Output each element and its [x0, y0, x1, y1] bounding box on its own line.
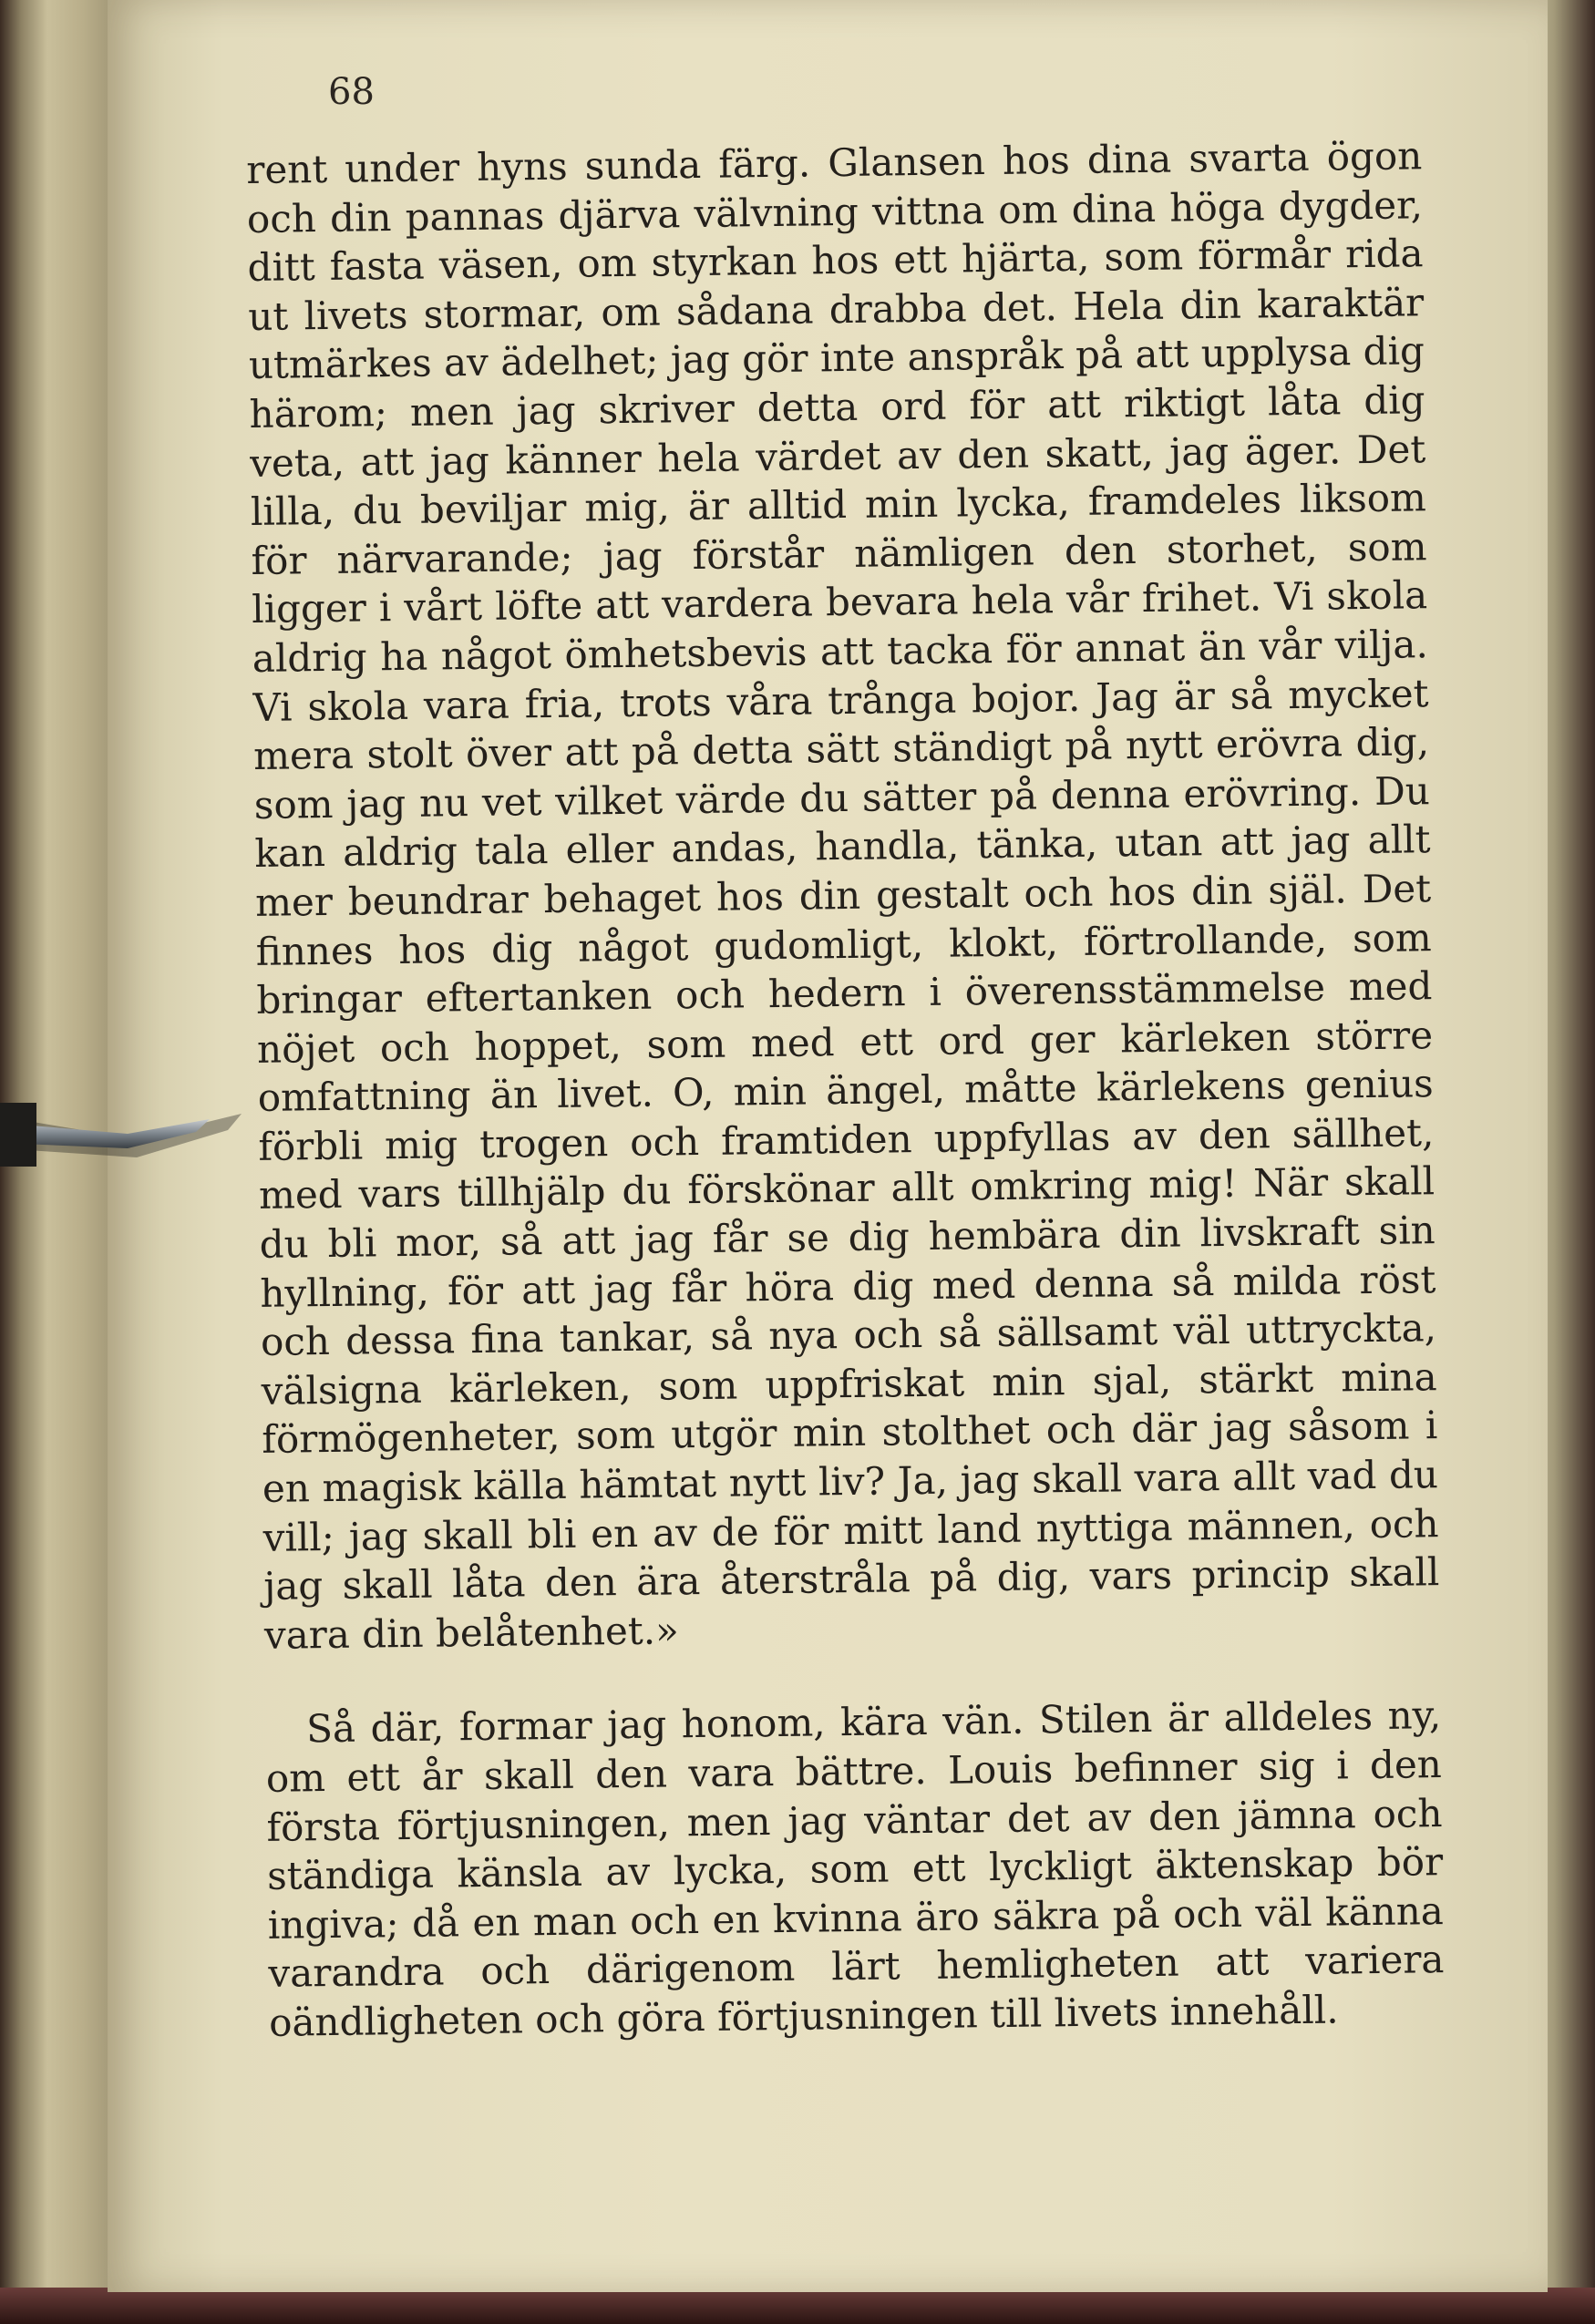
paragraph: rent under hyns sunda färg. Glansen hos dina svarta ögon och din pannas djärva välvning vittna om dina höga dygder, ditt fasta väsen, om styrkan hos ett hjärta, som förmår rida ut livets stormar, om sådana drabba det. Hela din karaktär utmärkes av ädelhet; jag gör inte anspråk på att upplysa dig härom; men jag skriver detta ord för att riktigt låta dig veta, att jag känner hela värdet av den skatt, jag äger. Det lilla, du beviljar mig, är alltid min lycka, framdeles liksom för närvarande; jag förstår nämligen den storhet, som ligger i vårt löfte att vardera bevara hela vår frihet. Vi skola aldrig ha något ömhetsbevis att tacka för annat än vår vilja. Vi skola vara fria, trots våra trånga bojor. Jag är så mycket mera stolt över att på detta sätt ständigt på nytt erövra dig, som jag nu vet vilket värde du sätter på denna erövring. Du kan aldrig tala eller andas, handla, tänka, utan att jag allt mer beundrar behaget hos din gestalt och hos din själ. Det finnes hos dig något gudomligt, klokt, förtrollande, som bringar eftertanken och hedern i överensstämmelse med nöjet och hoppet, som med ett ord ger kärleken större omfattning än livet. O, min ängel, måtte kärlekens genius förbli mig trogen och framtiden uppfyllas av den sällhet, med vars tillhjälp du förskönar allt omkring mig! När skall du bli mor, så att jag får se dig hembära din livskraft sin hyllning, för att jag får höra dig med denna så milda röst och dessa fina tankar, så nya och så sällsamt väl uttryckta, välsigna kärleken, som uppfriskat min sjal, stärkt mina förmögenheter, som utgör min stolthet och där jag såsom i en magisk källa hämtat nytt liv? Ja, jag skall vara allt vad du vill; jag skall bli en av de för mitt land nyttiga männen, och jag skall låta den ära återstråla på dig, vars princip skall vara din belåtenhet.» [246, 133, 1440, 1658]
page-number: 68 [328, 71, 375, 113]
paragraph: Så där, formar jag honom, kära vän. Stilen är alldeles ny, om ett år skall den vara bättre. Louis befinner sig i den första förtjusningen, men jag väntar det av den jämna och ständiga känsla av lycka, som ett lyckligt äktenskap bör ingiva; då en man och en kvinna äro säkra på och väl känna varandra och därigenom lärt hemligheten att variera oändligheten och göra förtjusningen till livets innehåll. [265, 1692, 1445, 2045]
bookmark-clip [0, 1066, 246, 1185]
book-bottom-edge [0, 2288, 1595, 2324]
page-body [246, 131, 1445, 2047]
